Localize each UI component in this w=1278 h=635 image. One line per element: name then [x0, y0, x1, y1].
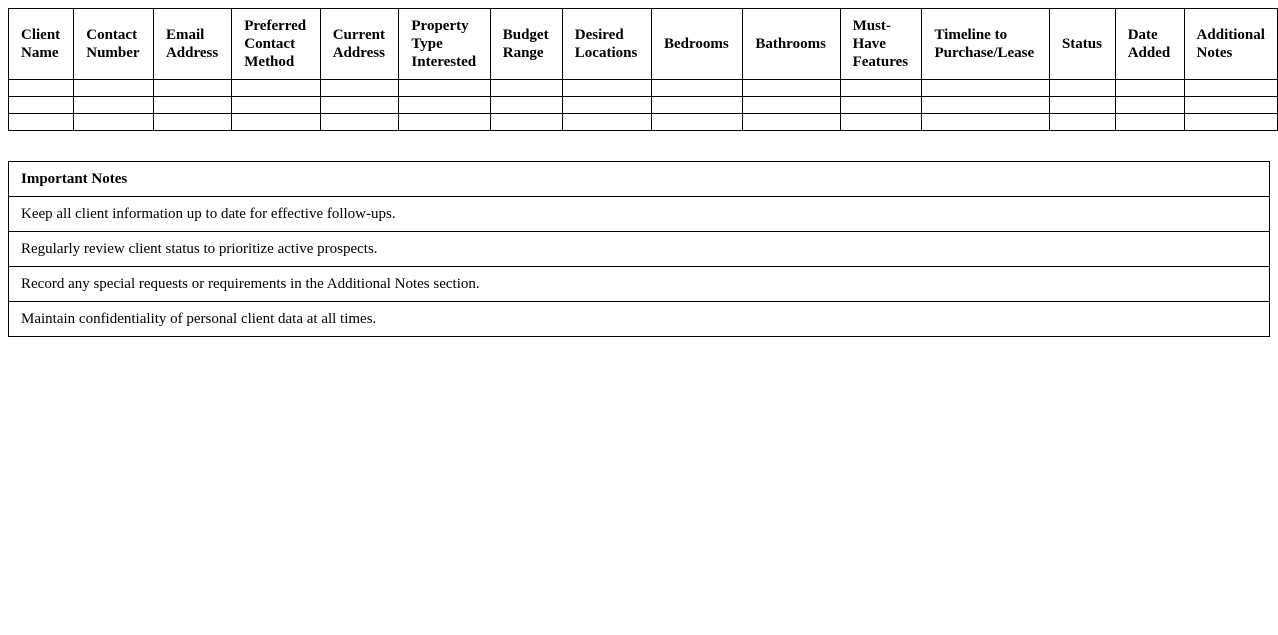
table-cell[interactable]: [840, 114, 922, 131]
table-cell[interactable]: [490, 80, 562, 97]
header-budget-range: Budget Range: [490, 9, 562, 80]
table-cell[interactable]: [1115, 80, 1184, 97]
table-cell[interactable]: [9, 114, 74, 131]
table-cell[interactable]: [1115, 97, 1184, 114]
note-item: Maintain confidentiality of personal client data at all times.: [9, 302, 1270, 337]
table-cell[interactable]: [153, 114, 231, 131]
header-additional-notes: Additional Notes: [1184, 9, 1277, 80]
table-cell[interactable]: [651, 97, 742, 114]
header-bathrooms: Bathrooms: [743, 9, 840, 80]
notes-title: Important Notes: [9, 162, 1270, 197]
table-cell[interactable]: [490, 97, 562, 114]
table-row: [9, 97, 1278, 114]
note-item: Record any special requests or requirements in the Additional Notes section.: [9, 267, 1270, 302]
note-item: Regularly review client status to prioritize active prospects.: [9, 232, 1270, 267]
table-cell[interactable]: [320, 97, 399, 114]
table-cell[interactable]: [1184, 114, 1277, 131]
header-bedrooms: Bedrooms: [651, 9, 742, 80]
table-cell[interactable]: [399, 97, 490, 114]
table-cell[interactable]: [1184, 80, 1277, 97]
table-cell[interactable]: [232, 114, 320, 131]
table-cell[interactable]: [1049, 80, 1115, 97]
table-cell[interactable]: [1049, 114, 1115, 131]
table-cell[interactable]: [743, 97, 840, 114]
table-cell[interactable]: [743, 80, 840, 97]
client-table-header: [9, 9, 1278, 80]
important-notes-table: [8, 161, 1270, 337]
table-cell[interactable]: [743, 114, 840, 131]
table-cell[interactable]: [562, 114, 651, 131]
table-cell[interactable]: [399, 114, 490, 131]
table-cell[interactable]: [922, 80, 1049, 97]
table-cell[interactable]: [922, 97, 1049, 114]
note-item: Keep all client information up to date for effective follow-ups.: [9, 197, 1270, 232]
header-client-name: Client Name: [9, 9, 74, 80]
table-cell[interactable]: [651, 80, 742, 97]
table-cell[interactable]: [74, 114, 154, 131]
table-row: [9, 80, 1278, 97]
table-cell[interactable]: [1049, 97, 1115, 114]
table-cell[interactable]: [1184, 97, 1277, 114]
note-row: [9, 267, 1270, 302]
table-cell[interactable]: [922, 114, 1049, 131]
header-timeline: Timeline to Purchase/Lease: [922, 9, 1049, 80]
table-cell[interactable]: [232, 80, 320, 97]
table-cell[interactable]: [74, 97, 154, 114]
header-desired-locations: Desired Locations: [562, 9, 651, 80]
table-cell[interactable]: [153, 97, 231, 114]
table-cell[interactable]: [1115, 114, 1184, 131]
table-cell[interactable]: [840, 80, 922, 97]
header-contact-number: Contact Number: [74, 9, 154, 80]
table-cell[interactable]: [562, 97, 651, 114]
header-preferred-contact-method: Preferred Contact Method: [232, 9, 320, 80]
header-property-type-interested: Property Type Interested: [399, 9, 490, 80]
table-cell[interactable]: [651, 114, 742, 131]
table-cell[interactable]: [232, 97, 320, 114]
table-cell[interactable]: [399, 80, 490, 97]
table-cell[interactable]: [9, 97, 74, 114]
header-row: [9, 9, 1278, 80]
table-cell[interactable]: [490, 114, 562, 131]
header-current-address: Current Address: [320, 9, 399, 80]
client-table-body: [9, 80, 1278, 131]
table-cell[interactable]: [562, 80, 651, 97]
notes-header-row: [9, 162, 1270, 197]
table-cell[interactable]: [320, 80, 399, 97]
table-cell[interactable]: [74, 80, 154, 97]
header-must-have-features: Must-Have Features: [840, 9, 922, 80]
note-row: [9, 232, 1270, 267]
table-cell[interactable]: [840, 97, 922, 114]
header-date-added: Date Added: [1115, 9, 1184, 80]
note-row: [9, 197, 1270, 232]
table-row: [9, 114, 1278, 131]
table-cell[interactable]: [320, 114, 399, 131]
note-row: [9, 302, 1270, 337]
header-email-address: Email Address: [153, 9, 231, 80]
header-status: Status: [1049, 9, 1115, 80]
table-cell[interactable]: [9, 80, 74, 97]
table-cell[interactable]: [153, 80, 231, 97]
client-table: [8, 8, 1278, 131]
